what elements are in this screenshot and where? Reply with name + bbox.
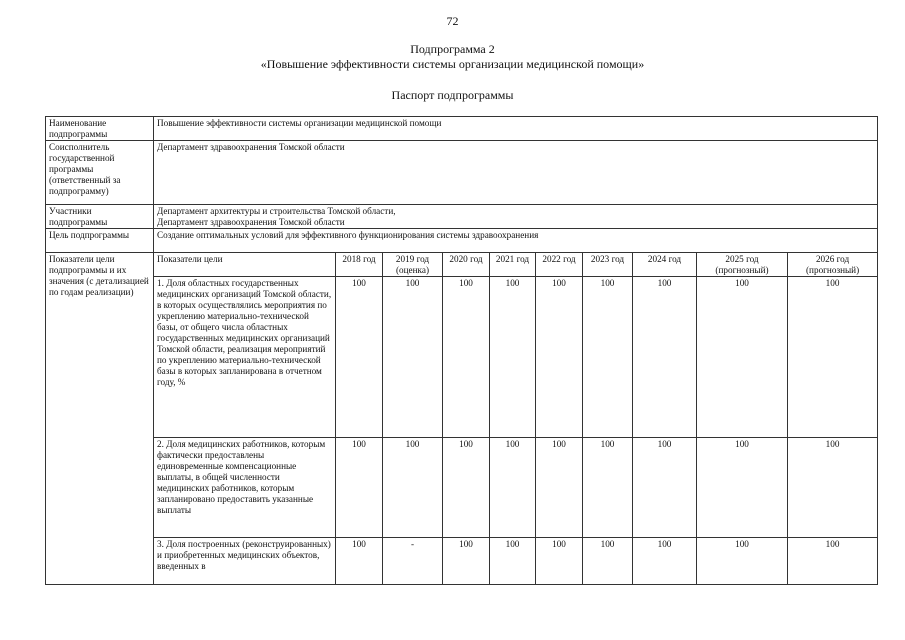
indicator-value: 100	[583, 538, 633, 585]
indicator-row	[46, 438, 878, 538]
indicator-value: 100	[633, 538, 697, 585]
year-header: 2019 год (оценка)	[383, 253, 443, 277]
indicator-value: 100	[788, 438, 878, 538]
participant-1: Департамент архитектуры и строительства Томской области,	[157, 206, 396, 216]
indicator-row	[46, 538, 878, 585]
indicator-value: 100	[490, 277, 536, 438]
indicator-value: -	[383, 538, 443, 585]
year-header: 2026 год (прогнозный)	[788, 253, 878, 277]
row-value: Создание оптимальных условий для эффективного функционирования системы здравоохранения	[154, 229, 878, 253]
row-coexecutor	[46, 141, 878, 205]
passport-title: Паспорт подпрограммы	[391, 88, 514, 102]
indicator-value: 100	[788, 538, 878, 585]
row-label: Показатели цели подпрограммы и их значения (с детализацией по годам реализации)	[46, 253, 154, 585]
indicator-value: 100	[536, 438, 583, 538]
indicator-value: 100	[536, 277, 583, 438]
indicator-value: 100	[443, 438, 490, 538]
row-goal	[46, 229, 878, 253]
indicator-value: 100	[336, 277, 383, 438]
indicator-value: 100	[788, 277, 878, 438]
indicator-value: 100	[383, 277, 443, 438]
indicator-value: 100	[336, 438, 383, 538]
indicator-value: 100	[697, 438, 788, 538]
row-name	[46, 117, 878, 141]
subprogram-title: «Повышение эффективности системы организации медицинской помощи»	[260, 57, 645, 71]
subprogram-number: Подпрограмма 2	[410, 42, 495, 56]
indicator-value: 100	[443, 277, 490, 438]
year-header: 2021 год	[490, 253, 536, 277]
indicator-value: 100	[633, 277, 697, 438]
page-number: 72	[446, 14, 459, 28]
indicator-value: 100	[697, 538, 788, 585]
year-header: 2024 год	[633, 253, 697, 277]
indicator-value: 100	[583, 277, 633, 438]
indicator-value: 100	[443, 538, 490, 585]
row-label: Наименование подпрограммы	[46, 117, 154, 141]
indicator-value: 100	[633, 438, 697, 538]
indicator-name: 1. Доля областных государственных медицинских организаций Томской области, в которых осуществлялись мероприятия по укреплению материально-технической базы, от общего числа областных государственных медицинских организаций Томской области, реализация мероприятий по укреплению материально-технической базы в которых запланирована в отчетном году, %	[154, 277, 336, 438]
indicator-row	[46, 277, 878, 438]
row-label: Участники подпрограммы	[46, 205, 154, 229]
indicator-value: 100	[490, 538, 536, 585]
row-label: Цель подпрограммы	[46, 229, 154, 253]
participant-2: Департамент здравоохранения Томской области	[157, 217, 345, 227]
row-label: Соисполнитель государственной программы (ответственный за подпрограмму)	[46, 141, 154, 205]
indicator-value: 100	[697, 277, 788, 438]
indicators-header-row	[46, 253, 878, 277]
indicator-value: 100	[383, 438, 443, 538]
year-header: 2020 год	[443, 253, 490, 277]
indicator-value: 100	[490, 438, 536, 538]
indicators-header-title: Показатели цели	[154, 253, 336, 277]
year-header: 2022 год	[536, 253, 583, 277]
indicator-value: 100	[336, 538, 383, 585]
indicator-value: 100	[536, 538, 583, 585]
year-header: 2025 год (прогнозный)	[697, 253, 788, 277]
indicator-name: 3. Доля построенных (реконструированных) и приобретенных медицинских объектов, введенных в	[154, 538, 336, 585]
row-value	[154, 205, 878, 229]
indicator-value: 100	[583, 438, 633, 538]
row-participants	[46, 205, 878, 229]
passport-table	[45, 116, 878, 585]
row-value: Повышение эффективности системы организации медицинской помощи	[154, 117, 878, 141]
year-header: 2023 год	[583, 253, 633, 277]
indicator-name: 2. Доля медицинских работников, которым фактически предоставлены единовременные компенсационные выплаты, в общей численности медицинских работников, которым запланировано предоставить указанные выплаты	[154, 438, 336, 538]
year-header: 2018 год	[336, 253, 383, 277]
row-value: Департамент здравоохранения Томской области	[154, 141, 878, 205]
